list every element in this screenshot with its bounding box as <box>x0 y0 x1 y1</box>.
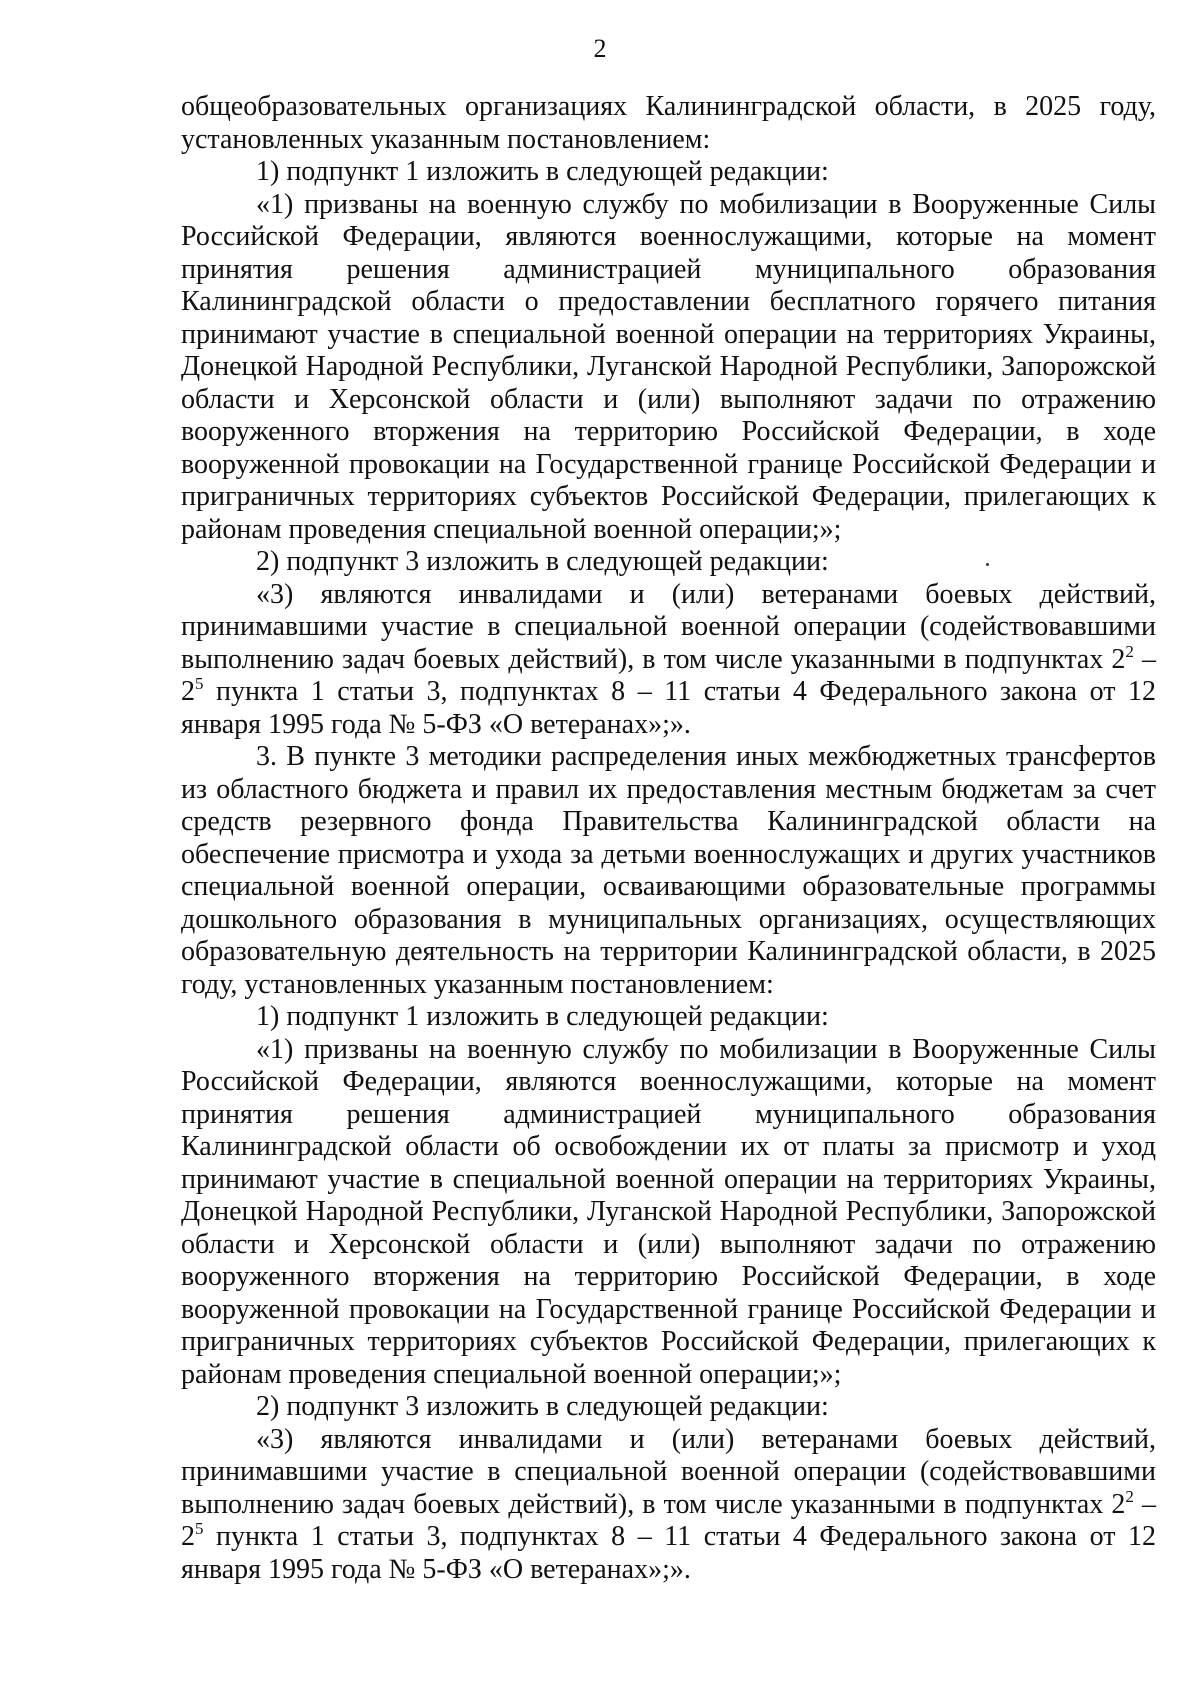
paragraph-point-3: 3. В пункте 3 методики распределения иных межбюджетных трансфертов из областного бюджета и правил их предоставления местным бюджетам за счет средств резервного фонда Правительства Калининградской области на обеспечение присмотра и ухода за детьми военнослужащих и других участников специальной военной операции, осваивающими образовательные программы дошкольного образования в муниципальных организациях, осуществляющих образовательную деятельность на территории Калининградской области, в 2025 году, установленных указанным постановлением: <box>181 741 1156 1000</box>
scan-speck <box>986 563 989 566</box>
paragraph-subpoint-1-text: «1) призваны на военную службу по мобилизации в Вооруженные Силы Российской Федерации, являются военнослужащими, которые на момент принятия решения администрацией муниципального образования Калининградской области о предоставлении бесплатного горячего питания принимают участие в специальной военной операции на территориях Украины, Донецкой Народной Республики, Луганской Народной Республики, Запорожской области и Херсонской области и (или) выполняют задачи по отражению вооруженного вторжения на территорию Российской Федерации, в ходе вооруженной провокации на Государственной границе Российской Федерации и приграничных территориях субъектов Российской Федерации, прилегающих к районам проведения специальной военной операции;»; <box>181 188 1156 545</box>
paragraph-intro-continuation: общеобразовательных организациях Калининградской области, в 2025 году, установленных указанным постановлением: <box>181 91 1156 155</box>
paragraph-subpoint-1-instruction: 1) подпункт 1 изложить в следующей редакции: <box>256 156 829 187</box>
superscript: 2 <box>1125 1486 1134 1506</box>
page-number: 2 <box>593 34 607 63</box>
superscript: 2 <box>1125 641 1134 661</box>
paragraph-subpoint-1-text: «1) призваны на военную службу по мобилизации в Вооруженные Силы Российской Федерации, являются военнослужащими, которые на момент принятия решения администрацией муниципального образования Калининградской области об освобождении их от платы за присмотр и уход принимают участие в специальной военной операции на территориях Украины, Донецкой Народной Республики, Луганской Народной Республики, Запорожской области и Херсонской области и (или) выполняют задачи по отражению вооруженного вторжения на территорию Российской Федерации, в ходе вооруженной провокации на Государственной границе Российской Федерации и приграничных территориях субъектов Российской Федерации, прилегающих к районам проведения специальной военной операции;»; <box>181 1033 1156 1390</box>
superscript: 5 <box>195 1519 204 1538</box>
paragraph-text-part: – 2 <box>181 643 1157 707</box>
paragraph-subpoint-3-instruction: 2) подпункт 3 изложить в следующей редакции: <box>256 546 829 577</box>
paragraph-subpoint-3-instruction: 2) подпункт 3 изложить в следующей редакции: <box>256 1391 829 1422</box>
paragraph-subpoint-1-instruction: 1) подпункт 1 изложить в следующей редакции: <box>256 1001 829 1032</box>
paragraph-text-part: – 2 <box>181 1488 1157 1552</box>
paragraph-text-part: пункта 1 статьи 3, подпунктах 8 – 11 статьи 4 Федерального закона от 12 января 1995 года № 5-ФЗ «О ветеранах»;». <box>181 1521 1156 1585</box>
paragraph-subpoint-3-text <box>181 579 1156 742</box>
superscript: 5 <box>195 674 204 693</box>
paragraph-text-part: «3) являются инвалидами и (или) ветеранами боевых действий, принимавшими участие в специальной военной операции (содействовавшими выполнению задач боевых действий), в том числе указанными в подпунктах 2 <box>181 578 1156 675</box>
paragraph-text-part: «3) являются инвалидами и (или) ветеранами боевых действий, принимавшими участие в специальной военной операции (содействовавшими выполнению задач боевых действий), в том числе указанными в подпунктах 2 <box>181 1423 1156 1520</box>
paragraph-text-part: пункта 1 статьи 3, подпунктах 8 – 11 статьи 4 Федерального закона от 12 января 1995 года № 5-ФЗ «О ветеранах»;». <box>181 676 1156 740</box>
document-body <box>181 91 1156 1586</box>
paragraph-subpoint-3-text <box>181 1424 1156 1587</box>
